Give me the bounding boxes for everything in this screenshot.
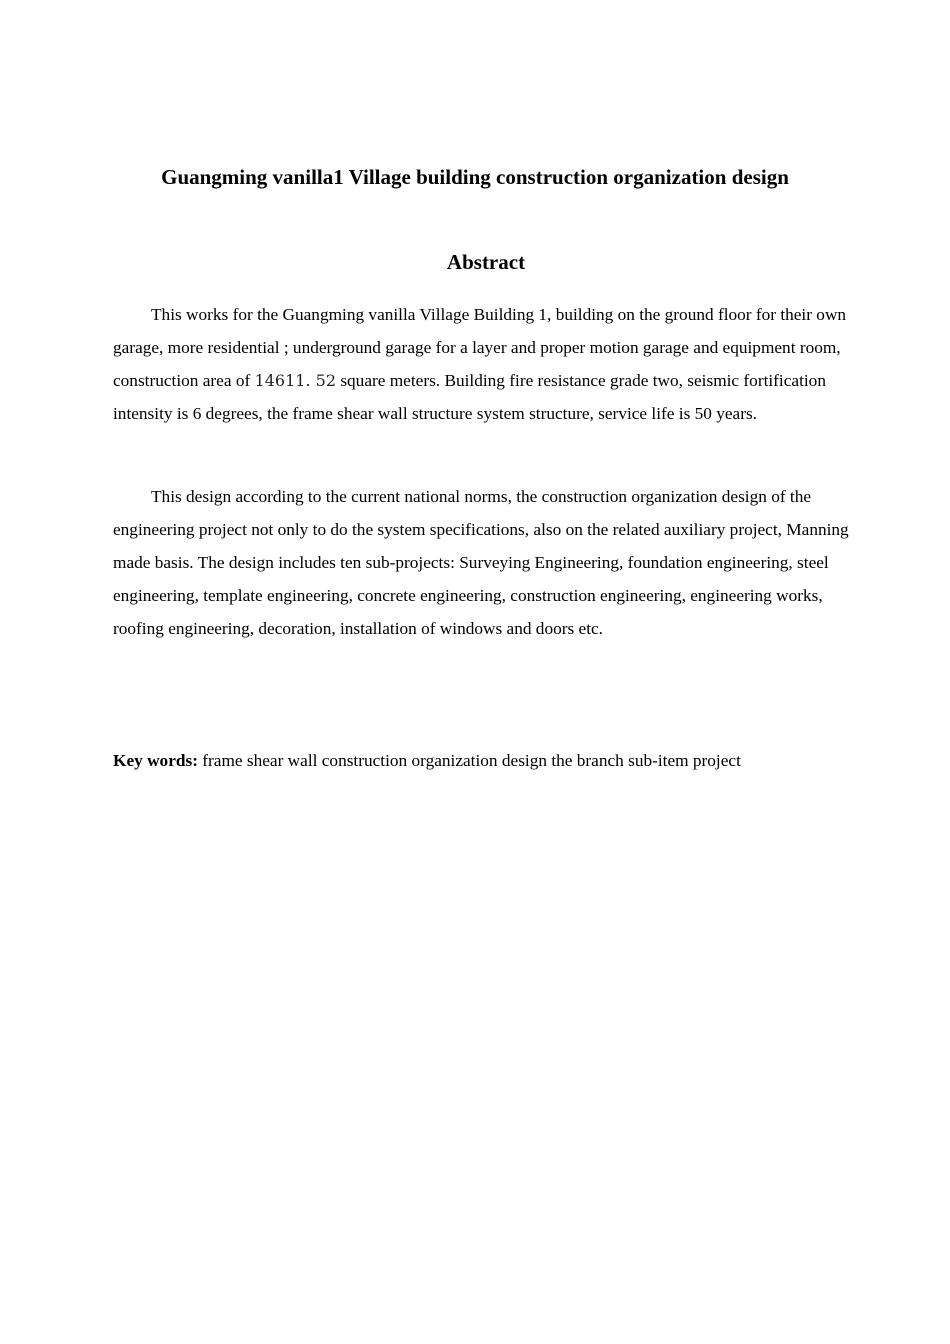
- keywords-label: Key words:: [113, 751, 198, 770]
- paragraph-1-text-start: This works for the Guangming vanilla Village Building 1, building on the ground floor for their own garage, more residential ; underground garage for a layer and proper motion garage and equipment room, construction area of: [113, 305, 847, 390]
- construction-area-value: 14611. 52: [254, 371, 336, 390]
- keywords-line: [113, 744, 857, 777]
- abstract-heading: Abstract: [446, 250, 526, 274]
- abstract-paragraph-2: This design according to the current national norms, the construction organization design of the engineering project not only to do the system specifications, also on the related auxiliary project, Manning made basis. The design includes ten sub-projects: Surveying Engineering, foundation engineering, steel engineering, template engineering, concrete engineering, construction engineering, engineering works, roofing engineering, decoration, installation of windows and doors etc.: [113, 487, 849, 638]
- document-title: Guangming vanilla1 Village building construction organization design: [161, 165, 789, 189]
- paragraph-1-text-end: square meters. Building fire resistance grade two, seismic fortification intensity is 6 degrees, the frame shear wall structure system structure, service life is 50 years.: [113, 371, 826, 423]
- keywords-text: frame shear wall construction organization design the branch sub-item project: [197, 751, 741, 770]
- abstract-paragraph-1: [113, 298, 857, 430]
